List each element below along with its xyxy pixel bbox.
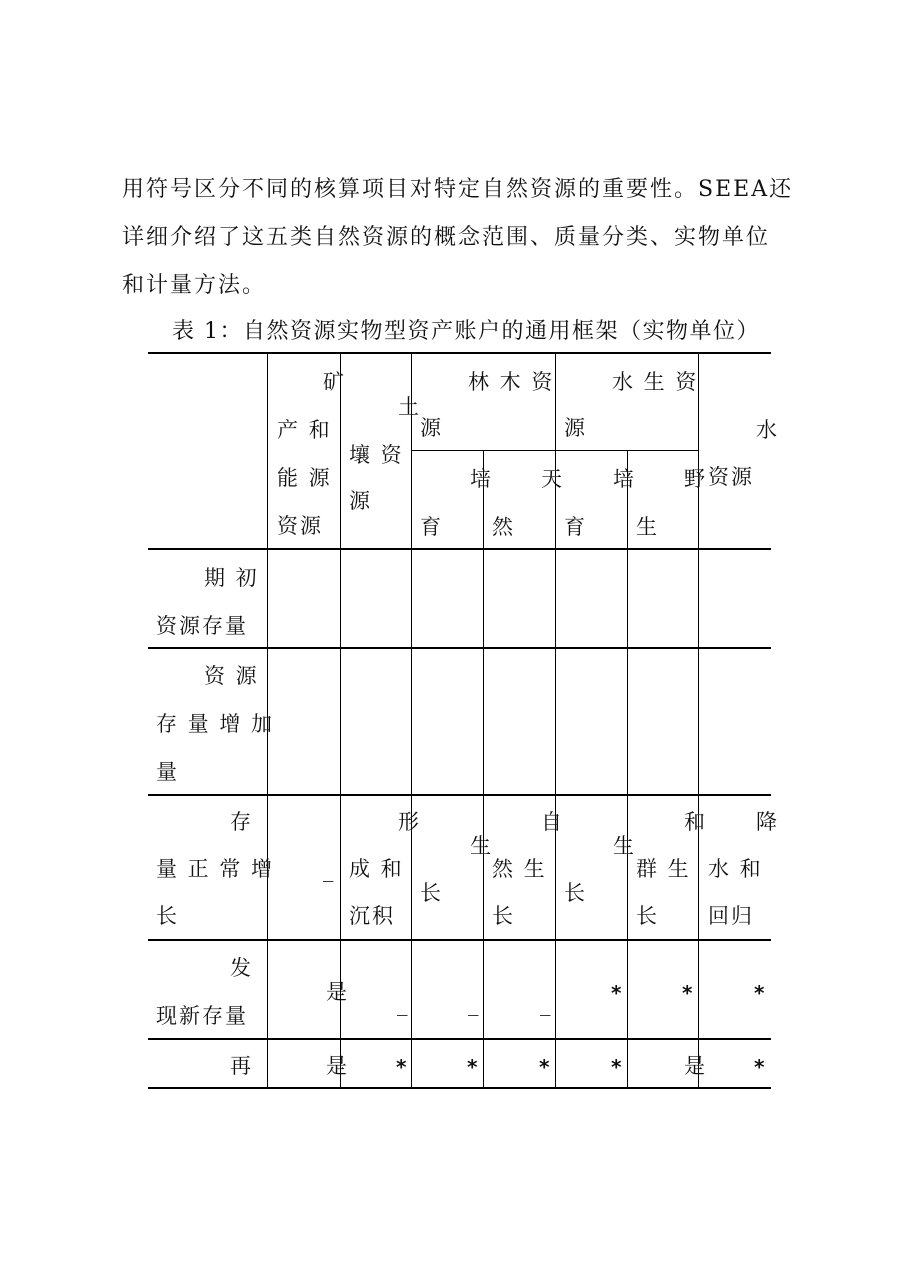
cell-new-discovery-aquatic-wild: *	[682, 981, 695, 1005]
row-label-normal-growth: 存	[230, 810, 253, 834]
header-aquatic: 源	[564, 416, 587, 440]
paragraph-line: 和计量方法。	[122, 273, 267, 298]
cell-re-mineral: 是	[326, 1054, 349, 1078]
cell-new-discovery-mineral: 是	[326, 980, 349, 1004]
table-rule-row	[148, 794, 771, 796]
cell-re-soil: *	[396, 1055, 409, 1079]
table-rule-bottom	[148, 1087, 771, 1089]
cell-normal-growth-water: 降	[756, 810, 779, 834]
cell-re-aquatic-cultivated: *	[611, 1055, 624, 1079]
cell-normal-growth-mineral: _	[323, 858, 336, 882]
header-aquatic-cultivated: 育	[564, 515, 587, 539]
header-forest-cultivated: 培	[470, 467, 493, 491]
header-mineral-energy: 能 源	[277, 466, 332, 490]
cell-normal-growth-forest-natural: 长	[492, 904, 515, 928]
header-soil: 源	[349, 489, 372, 513]
cell-normal-growth-soil: 沉积	[349, 904, 395, 928]
row-label-stock-increase: 量	[156, 760, 179, 784]
cell-normal-growth-aquatic-wild: 长	[636, 904, 659, 928]
row-label-opening-stock: 资源存量	[156, 614, 248, 638]
cell-normal-growth-soil: 成 和	[349, 857, 404, 881]
cell-normal-growth-forest-cultivated: 长	[420, 881, 443, 905]
cell-re-forest-natural: *	[539, 1055, 552, 1079]
cell-normal-growth-forest-natural: 然 生	[492, 857, 547, 881]
row-label-normal-growth: 长	[156, 904, 179, 928]
cell-new-discovery-soil: _	[397, 992, 410, 1016]
cell-new-discovery-forest-natural: _	[540, 992, 553, 1016]
row-label-normal-growth: 量 正 常 增	[156, 857, 275, 881]
table-caption: 表 1：自然资源实物型资产账户的通用框架（实物单位）	[172, 319, 760, 344]
cell-new-discovery-water: *	[754, 981, 767, 1005]
header-forest-cultivated: 育	[420, 515, 443, 539]
header-mineral-energy: 矿	[323, 370, 346, 394]
header-aquatic-cultivated: 培	[613, 467, 636, 491]
cell-re-forest-cultivated: *	[467, 1055, 480, 1079]
header-aquatic-wild: 野	[684, 467, 707, 491]
table-rule-row	[148, 939, 771, 941]
cell-new-discovery-forest-cultivated: _	[468, 992, 481, 1016]
table-col-rule	[555, 353, 556, 1088]
header-forest-natural: 然	[492, 515, 515, 539]
header-forest-natural: 天	[541, 467, 564, 491]
cell-normal-growth-soil: 形	[398, 810, 421, 834]
cell-re-water: *	[754, 1055, 767, 1079]
header-forest: 源	[420, 416, 443, 440]
header-forest: 林 木 资	[468, 370, 555, 394]
cell-normal-growth-aquatic-cultivated: 长	[564, 881, 587, 905]
table-col-rule	[627, 451, 628, 1088]
header-water: 水	[756, 418, 779, 442]
table-rule-top	[148, 352, 771, 354]
header-aquatic: 水 生 资	[612, 370, 699, 394]
cell-normal-growth-aquatic-wild: 群 生	[636, 857, 691, 881]
table-rule-row	[148, 1038, 771, 1040]
header-water: 资源	[708, 465, 754, 489]
cell-normal-growth-forest-cultivated: 生	[470, 834, 493, 858]
cell-normal-growth-aquatic-wild: 和	[684, 810, 707, 834]
cell-normal-growth-aquatic-cultivated: 生	[613, 834, 636, 858]
header-mineral-energy: 资源	[277, 514, 323, 538]
header-mineral-energy: 产 和	[277, 418, 332, 442]
cell-normal-growth-water: 水 和	[708, 857, 763, 881]
row-label-new-discovery: 现新存量	[156, 1004, 248, 1028]
row-label-stock-increase: 资 源	[204, 664, 259, 688]
table-rule-header-bottom	[148, 548, 771, 550]
cell-normal-growth-forest-natural: 自	[541, 810, 564, 834]
table-col-rule	[698, 353, 699, 1088]
header-soil: 壤 资	[349, 443, 404, 467]
table-col-rule	[483, 451, 484, 1088]
header-aquatic-wild: 生	[636, 515, 659, 539]
table-col-rule	[340, 353, 341, 1088]
row-label-stock-increase: 存 量 增 加	[156, 712, 275, 736]
paragraph-line: 用符号区分不同的核算项目对特定自然资源的重要性。SEEA还	[122, 177, 794, 202]
header-soil: 土	[398, 395, 421, 419]
row-label-opening-stock: 期 初	[204, 566, 259, 590]
row-label-new-discovery: 发	[230, 956, 253, 980]
table-col-rule	[411, 353, 412, 1088]
cell-re-aquatic-wild: 是	[684, 1054, 707, 1078]
paragraph-line: 详细介绍了这五类自然资源的概念范围、质量分类、实物单位	[122, 225, 771, 250]
row-label-re: 再	[230, 1054, 253, 1078]
cell-normal-growth-water: 回归	[708, 904, 754, 928]
table-rule-row	[148, 647, 771, 649]
cell-new-discovery-aquatic-cultivated: *	[611, 981, 624, 1005]
